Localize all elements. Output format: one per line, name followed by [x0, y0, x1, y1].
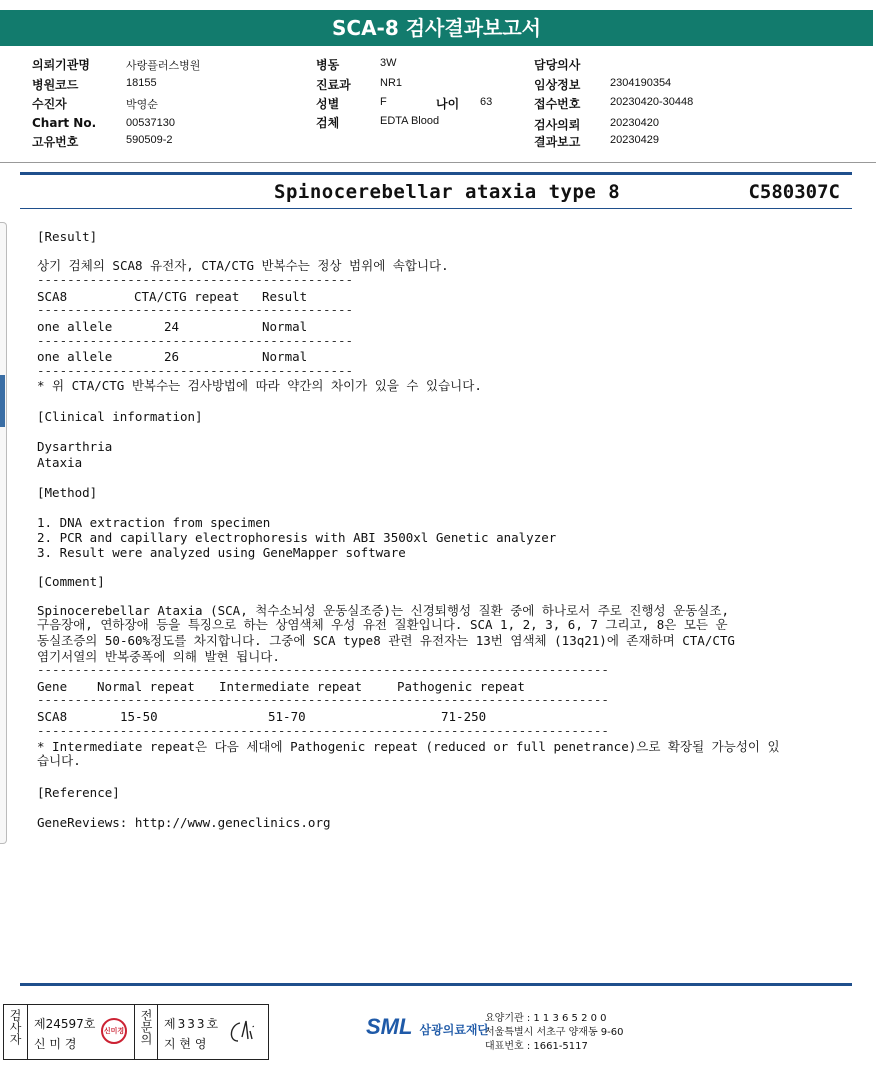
reference-text: GeneReviews: http://www.geneclinics.org	[37, 815, 331, 830]
org-info	[485, 1012, 624, 1054]
hospital-value: 사랑플러스병원	[126, 60, 201, 72]
result-heading: [Result]	[37, 229, 98, 244]
comment-line: 구음장애, 연하장애 등을 특징으로 하는 상염색체 우성 유전 질환입니다. SCA 1, 2, 3, 6, 7 그리고, 8은 모든 운	[37, 617, 728, 632]
chart-value: 00537130	[126, 117, 175, 129]
signature-icon	[226, 1017, 262, 1047]
report-date-value: 20230429	[610, 134, 659, 146]
age-value: 63	[480, 96, 493, 108]
org-logo-mark: SML	[366, 1014, 413, 1039]
specialist-number: 제333호	[164, 1017, 221, 1031]
title-rule-bottom	[20, 208, 852, 209]
clinical-item: Ataxia	[37, 455, 83, 470]
unique-label: 고유번호	[32, 135, 79, 149]
comment-line: 동실조증의 50-60%정도를 차지합니다. 그중에 SCA type8 관련 유전자는 13번 염색체 (13q21)에 존재하며 CTA/CTG	[37, 633, 735, 648]
divider	[134, 1005, 135, 1059]
repeat-col-pathogenic: Pathogenic repeat	[397, 679, 525, 694]
specimen-value: EDTA Blood	[380, 115, 440, 127]
comment-line: Spinocerebellar Ataxia (SCA, 척수소뇌성 운동실조증)는 신경퇴행성 질환 중에 하나로서 주로 진행성 운동실조,	[37, 603, 729, 618]
patient-label: 수진자	[32, 97, 67, 111]
reference-heading: [Reference]	[37, 785, 120, 800]
repeat-row-normal: 15-50	[120, 709, 158, 724]
result-row1-result: Normal	[262, 319, 308, 334]
hospital-code-value: 18155	[126, 77, 157, 89]
repeat-row-gene: SCA8	[37, 709, 68, 724]
receipt-value: 20230420-30448	[610, 96, 694, 108]
doctor-label: 담당의사	[534, 58, 581, 72]
signature-box	[3, 1004, 269, 1060]
repeat-col-normal: Normal repeat	[97, 679, 195, 694]
footer-rule	[20, 983, 852, 986]
divider	[157, 1005, 158, 1059]
receipt-label: 접수번호	[534, 97, 581, 111]
examiner-name: 신 미 경	[34, 1037, 77, 1051]
age-label: 나이	[436, 97, 460, 111]
chart-label: Chart No.	[32, 116, 97, 130]
unique-value: 590509-2	[126, 134, 173, 146]
result-col-repeat: CTA/CTG repeat	[134, 289, 240, 304]
result-col-result: Result	[262, 289, 308, 304]
clinical-label: 임상정보	[534, 78, 581, 92]
repeat-col-gene: Gene	[37, 679, 68, 694]
dept-value: NR1	[380, 77, 403, 89]
result-row2-allele: one allele	[37, 349, 113, 364]
sex-value: F	[380, 96, 387, 108]
examiner-label: 검사자	[8, 1009, 22, 1045]
specimen-label: 검체	[316, 116, 340, 130]
clinical-heading: [Clinical information]	[37, 409, 203, 424]
result-row2-result: Normal	[262, 349, 308, 364]
result-text: 상기 검체의 SCA8 유전자, CTA/CTG 반복수는 정상 범위에 속합니다.	[37, 258, 449, 273]
comment-heading: [Comment]	[37, 574, 105, 589]
title-rule-top	[20, 172, 852, 175]
method-item: 2. PCR and capillary electrophoresis with ABI 3500xl Genetic analyzer	[37, 530, 557, 545]
method-item: 1. DNA extraction from specimen	[37, 515, 271, 530]
result-row2-repeat: 26	[164, 349, 180, 364]
report-date-label: 결과보고	[534, 135, 581, 149]
side-panel-marker	[0, 375, 5, 427]
divider: ------------------------------------------	[37, 272, 354, 287]
repeat-note-line: * Intermediate repeat은 다음 세대에 Pathogenic repeat (reduced or full penetrance)으로 확장될 가능성이 있	[37, 739, 780, 754]
examiner-seal: 신미경	[101, 1018, 127, 1044]
divider: ----------------------------------------------------------------------------	[37, 723, 609, 738]
hospital-label: 의뢰기관명	[32, 58, 90, 72]
divider: ----------------------------------------------------------------------------	[37, 692, 609, 707]
request-value: 20230420	[610, 117, 659, 129]
repeat-row-intermediate: 51-70	[268, 709, 306, 724]
divider: ------------------------------------------	[37, 363, 354, 378]
method-item: 3. Result were analyzed using GeneMapper software	[37, 545, 406, 560]
org-phone: 대표번호 : 1661-5117	[485, 1041, 588, 1052]
ward-label: 병동	[316, 58, 340, 72]
report-title: SCA-8 검사결과보고서	[332, 16, 541, 40]
test-code: C580307C	[748, 181, 840, 203]
result-col-gene: SCA8	[37, 289, 68, 304]
request-label: 검사의뢰	[534, 118, 581, 132]
header-divider	[0, 162, 876, 163]
examiner-number: 제24597호	[34, 1017, 96, 1031]
result-row1-repeat: 24	[164, 319, 180, 334]
side-panel-edge	[0, 222, 7, 844]
test-name: Spinocerebellar ataxia type 8	[274, 181, 621, 203]
org-name: 삼광의료재단	[419, 1023, 490, 1037]
hospital-code-label: 병원코드	[32, 78, 79, 92]
result-note: * 위 CTA/CTG 반복수는 검사방법에 따라 약간의 차이가 있을 수 있습니다.	[37, 378, 482, 393]
ward-value: 3W	[380, 57, 397, 69]
specialist-name: 지 현 영	[164, 1037, 207, 1051]
dept-label: 진료과	[316, 78, 351, 92]
sex-label: 성별	[316, 97, 340, 111]
specialist-label: 전문의	[139, 1009, 153, 1045]
divider: ------------------------------------------	[37, 302, 354, 317]
divider: ------------------------------------------	[37, 333, 354, 348]
repeat-col-intermediate: Intermediate repeat	[219, 679, 362, 694]
divider	[27, 1005, 28, 1059]
divider: ----------------------------------------------------------------------------	[37, 662, 609, 677]
report-title-bar	[0, 10, 873, 46]
clinical-value: 2304190354	[610, 77, 672, 89]
org-address: 서울특별시 서초구 양재동 9-60	[485, 1027, 624, 1038]
org-code: 요양기관 : 1 1 3 6 5 2 0 0	[485, 1013, 607, 1024]
repeat-row-pathogenic: 71-250	[441, 709, 487, 724]
method-heading: [Method]	[37, 485, 98, 500]
repeat-note-line: 습니다.	[37, 753, 81, 768]
comment-line: 염기서열의 반복중폭에 의해 발현 됩니다.	[37, 649, 280, 664]
clinical-item: Dysarthria	[37, 439, 113, 454]
org-logo	[366, 1014, 489, 1040]
result-row1-allele: one allele	[37, 319, 113, 334]
patient-value: 박영순	[126, 99, 158, 111]
